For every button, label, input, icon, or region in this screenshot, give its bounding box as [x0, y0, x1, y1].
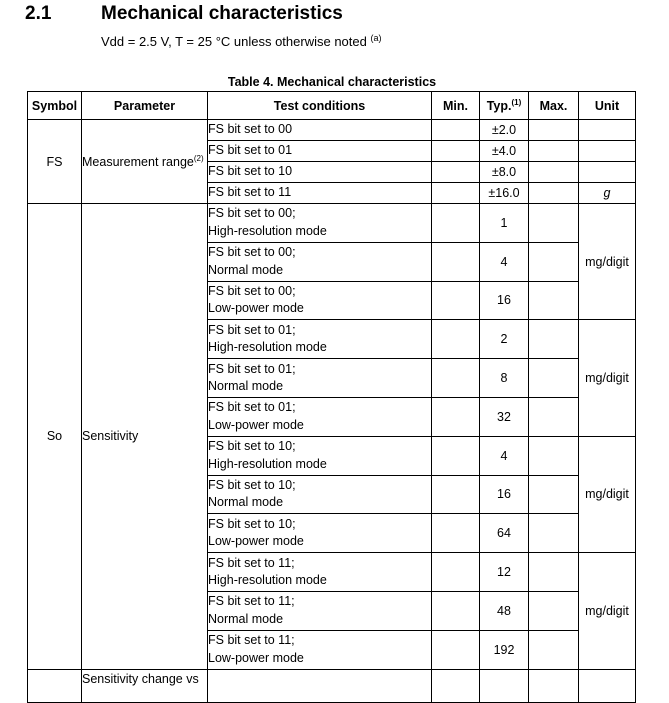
- typ-cell: [480, 669, 529, 702]
- condition-line-1: FS bit set to 00;: [208, 283, 296, 298]
- max-cell: [529, 320, 579, 359]
- typ-cell: 192: [480, 630, 529, 669]
- subtitle-footnote: (a): [370, 33, 382, 43]
- condition-cell: [208, 281, 432, 320]
- condition-line-2: Low-power mode: [208, 417, 304, 432]
- min-cell: [432, 669, 480, 702]
- max-cell: [529, 553, 579, 592]
- min-cell: [432, 183, 480, 204]
- header-parameter: Parameter: [82, 92, 208, 120]
- min-cell: [432, 162, 480, 183]
- unit-cell: [579, 669, 636, 702]
- min-cell: [432, 591, 480, 630]
- condition-line-2: High-resolution mode: [208, 223, 327, 238]
- condition-line-2: Normal mode: [208, 611, 284, 626]
- condition-line-1: FS bit set to 10;: [208, 516, 296, 531]
- max-cell: [529, 514, 579, 553]
- max-cell: [529, 183, 579, 204]
- table-header-row: [28, 92, 636, 120]
- max-cell: [529, 162, 579, 183]
- typ-cell: 4: [480, 436, 529, 475]
- table-row: [28, 669, 636, 702]
- typ-cell: 16: [480, 475, 529, 514]
- subtitle-text: Vdd = 2.5 V, T = 25 °C unless otherwise noted: [101, 34, 367, 49]
- unit-cell: [579, 141, 636, 162]
- max-cell: [529, 120, 579, 141]
- typ-cell: 1: [480, 204, 529, 243]
- min-cell: [432, 320, 480, 359]
- condition-cell: FS bit set to 10: [208, 162, 432, 183]
- table-row: [28, 204, 636, 243]
- max-cell: [529, 281, 579, 320]
- unit-cell-mg-digit: mg/digit: [579, 320, 636, 436]
- min-cell: [432, 514, 480, 553]
- condition-cell: [208, 204, 432, 243]
- header-symbol: Symbol: [28, 92, 82, 120]
- unit-cell: [579, 162, 636, 183]
- condition-cell: [208, 397, 432, 436]
- parameter-footnote: (2): [193, 153, 204, 163]
- typ-cell: ±16.0: [480, 183, 529, 204]
- min-cell: [432, 436, 480, 475]
- condition-line-2: Normal mode: [208, 495, 284, 510]
- header-typ: [480, 92, 529, 120]
- table-row: [28, 120, 636, 141]
- max-cell: [529, 591, 579, 630]
- condition-cell: [208, 591, 432, 630]
- typ-cell: 2: [480, 320, 529, 359]
- min-cell: [432, 281, 480, 320]
- condition-cell: [208, 436, 432, 475]
- header-test-conditions: Test conditions: [208, 92, 432, 120]
- condition-line-2: Low-power mode: [208, 650, 304, 665]
- symbol-cell-fs: FS: [28, 120, 82, 204]
- condition-line-1: FS bit set to 11;: [208, 594, 295, 609]
- min-cell: [432, 120, 480, 141]
- condition-cell: [208, 359, 432, 398]
- condition-cell: FS bit set to 01: [208, 141, 432, 162]
- condition-line-1: FS bit set to 11;: [208, 633, 295, 648]
- condition-line-2: High-resolution mode: [208, 340, 327, 355]
- condition-line-1: FS bit set to 11;: [208, 555, 295, 570]
- typ-cell: 48: [480, 591, 529, 630]
- condition-line-2: Normal mode: [208, 379, 284, 394]
- symbol-cell-so: So: [28, 204, 82, 670]
- unit-cell: [579, 120, 636, 141]
- mechanical-characteristics-table: [27, 91, 636, 703]
- parameter-cell-measurement-range: [82, 120, 208, 204]
- min-cell: [432, 204, 480, 243]
- condition-cell: [208, 630, 432, 669]
- condition-line-1: FS bit set to 01;: [208, 400, 296, 415]
- condition-cell: [208, 669, 432, 702]
- condition-line-1: FS bit set to 00;: [208, 245, 296, 260]
- unit-cell-g: g: [579, 183, 636, 204]
- typ-cell: ±4.0: [480, 141, 529, 162]
- condition-line-1: FS bit set to 10;: [208, 439, 296, 454]
- condition-line-1: FS bit set to 01;: [208, 361, 296, 376]
- condition-line-2: Low-power mode: [208, 534, 304, 549]
- condition-cell: [208, 320, 432, 359]
- min-cell: [432, 397, 480, 436]
- parameter-cell-sensitivity-change: Sensitivity change vs: [82, 669, 208, 702]
- header-typ-label: Typ.: [486, 98, 512, 113]
- max-cell: [529, 359, 579, 398]
- max-cell: [529, 141, 579, 162]
- unit-cell-mg-digit: mg/digit: [579, 436, 636, 552]
- table-caption: Table 4. Mechanical characteristics: [227, 75, 437, 89]
- max-cell: [529, 436, 579, 475]
- condition-cell: [208, 553, 432, 592]
- max-cell: [529, 242, 579, 281]
- condition-line-1: FS bit set to 10;: [208, 477, 296, 492]
- max-cell: [529, 475, 579, 514]
- condition-line-1: FS bit set to 01;: [208, 322, 296, 337]
- header-typ-footnote: (1): [511, 97, 522, 107]
- section-number: 2.1: [25, 3, 52, 24]
- condition-line-1: FS bit set to 00;: [208, 206, 296, 221]
- parameter-text: Measurement range: [82, 154, 194, 169]
- min-cell: [432, 141, 480, 162]
- typ-cell: 16: [480, 281, 529, 320]
- unit-cell-mg-digit: mg/digit: [579, 553, 636, 669]
- min-cell: [432, 553, 480, 592]
- typ-cell: 64: [480, 514, 529, 553]
- condition-cell: [208, 514, 432, 553]
- symbol-cell: [28, 669, 82, 702]
- unit-cell-mg-digit: mg/digit: [579, 204, 636, 320]
- typ-cell: ±2.0: [480, 120, 529, 141]
- condition-line-2: High-resolution mode: [208, 456, 327, 471]
- min-cell: [432, 630, 480, 669]
- max-cell: [529, 204, 579, 243]
- max-cell: [529, 397, 579, 436]
- condition-cell: [208, 475, 432, 514]
- min-cell: [432, 359, 480, 398]
- min-cell: [432, 242, 480, 281]
- typ-cell: 32: [480, 397, 529, 436]
- max-cell: [529, 669, 579, 702]
- condition-line-2: Normal mode: [208, 262, 284, 277]
- header-min: Min.: [432, 92, 480, 120]
- condition-line-2: High-resolution mode: [208, 573, 327, 588]
- typ-cell: 12: [480, 553, 529, 592]
- condition-cell: FS bit set to 00: [208, 120, 432, 141]
- condition-cell: FS bit set to 11: [208, 183, 432, 204]
- typ-cell: 8: [480, 359, 529, 398]
- typ-cell: 4: [480, 242, 529, 281]
- min-cell: [432, 475, 480, 514]
- section-subtitle: [101, 34, 381, 49]
- header-unit: Unit: [579, 92, 636, 120]
- max-cell: [529, 630, 579, 669]
- condition-cell: [208, 242, 432, 281]
- typ-cell: ±8.0: [480, 162, 529, 183]
- section-title: Mechanical characteristics: [101, 3, 343, 24]
- condition-line-2: Low-power mode: [208, 301, 304, 316]
- parameter-cell-sensitivity: Sensitivity: [82, 204, 208, 670]
- header-max: Max.: [529, 92, 579, 120]
